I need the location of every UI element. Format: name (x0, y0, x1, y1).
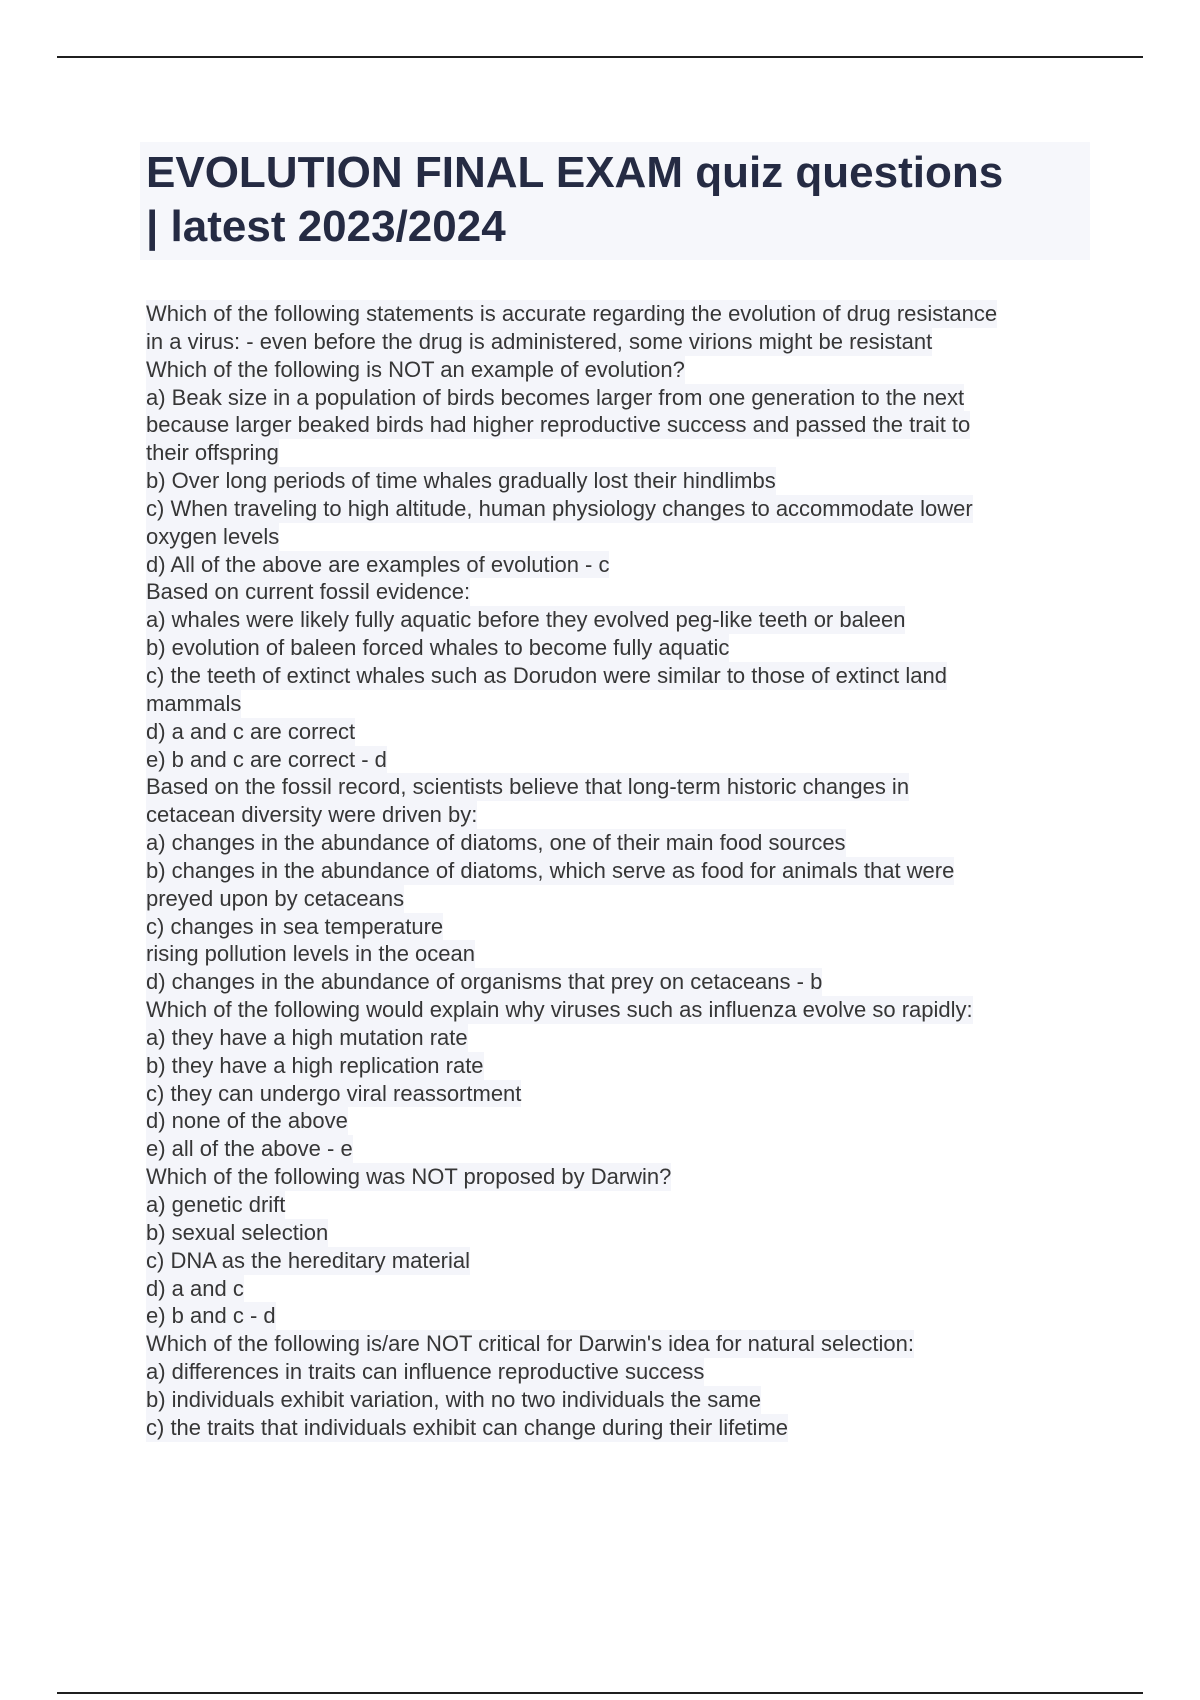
text-line: c) the traits that individuals exhibit can change during their lifetime (146, 1414, 789, 1440)
document-title-line-1: EVOLUTION FINAL EXAM quiz questions (146, 148, 1004, 197)
text-line: b) they have a high replication rate (146, 1052, 484, 1078)
text-line: Which of the following is NOT an example of evolution? (146, 356, 685, 382)
document-title-block (140, 142, 1090, 260)
text-line: cetacean diversity were driven by: (146, 802, 478, 828)
text-line: a) they have a high mutation rate (146, 1024, 468, 1050)
text-line: b) individuals exhibit variation, with no two individuals the same (146, 1386, 762, 1412)
text-line: c) changes in sea temperature (146, 913, 444, 939)
text-line: d) All of the above are examples of evolution - c (146, 551, 610, 577)
text-line: e) b and c - d (146, 1303, 276, 1329)
text-line: a) genetic drift (146, 1192, 286, 1217)
document-body (146, 300, 1090, 1442)
text-line: e) b and c are correct - d (146, 746, 387, 772)
text-line: in a virus: - even before the drug is administered, some virions might be resistant (146, 328, 933, 354)
text-line: mammals (146, 690, 242, 716)
text-line: b) sexual selection (146, 1219, 329, 1245)
text-line: their offspring (146, 440, 279, 466)
text-line: Which of the following is/are NOT critical for Darwin's idea for natural selection: (146, 1331, 914, 1357)
document-title (146, 146, 1084, 254)
text-line: b) evolution of baleen forced whales to become fully aquatic (146, 635, 730, 661)
text-line: c) they can undergo viral reassortment (146, 1080, 522, 1106)
top-rule (57, 56, 1143, 58)
text-line: d) none of the above (146, 1108, 348, 1134)
text-line: b) changes in the abundance of diatoms, which serve as food for animals that were (146, 857, 955, 883)
text-line: Which of the following would explain why viruses such as influenza evolve so rapidly: (146, 997, 973, 1023)
text-line: rising pollution levels in the ocean (146, 941, 475, 967)
text-line: a) Beak size in a population of birds becomes larger from one generation to the next (146, 384, 965, 410)
text-line: Which of the following was NOT proposed by Darwin? (146, 1164, 672, 1190)
text-line: e) all of the above - e (146, 1136, 353, 1162)
text-line: d) changes in the abundance of organisms that prey on cetaceans - b (146, 969, 823, 995)
text-line: oxygen levels (146, 523, 280, 549)
bottom-rule (57, 1692, 1143, 1694)
text-line: Based on the fossil record, scientists believe that long-term historic changes in (146, 774, 910, 800)
document-title-line-2: | latest 2023/2024 (146, 202, 506, 251)
text-line: c) the teeth of extinct whales such as Dorudon were similar to those of extinct land (146, 662, 947, 688)
text-line: c) When traveling to high altitude, human physiology changes to accommodate lower (146, 495, 973, 521)
text-line: a) changes in the abundance of diatoms, one of their main food sources (146, 830, 846, 856)
text-line: Which of the following statements is accurate regarding the evolution of drug resistance (146, 301, 998, 326)
text-line: b) Over long periods of time whales gradually lost their hindlimbs (146, 468, 776, 494)
text-line: because larger beaked birds had higher reproductive success and passed the trait to (146, 412, 971, 438)
text-line: preyed upon by cetaceans (146, 885, 405, 911)
text-line: c) DNA as the hereditary material (146, 1247, 471, 1273)
text-line: Based on current fossil evidence: (146, 579, 471, 605)
text-line: d) a and c are correct (146, 718, 356, 744)
text-line: d) a and c (146, 1275, 244, 1301)
text-line: a) differences in traits can influence reproductive success (146, 1359, 705, 1385)
text-line: a) whales were likely fully aquatic before they evolved peg-like teeth or baleen (146, 607, 906, 633)
